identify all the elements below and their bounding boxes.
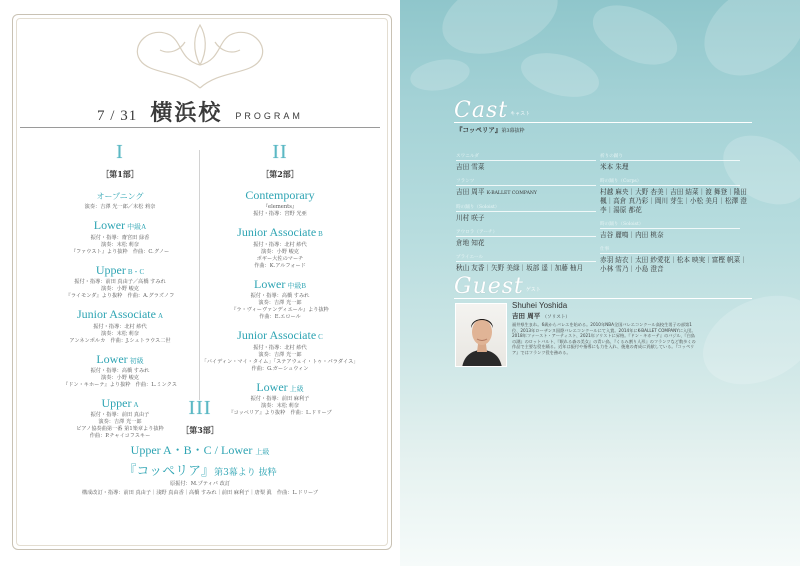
part2-label: ［ 第2部 ］ [259, 169, 301, 180]
act-credit: 作曲：P.チャイコフスキー [89, 433, 151, 440]
cast-kana: キャスト [510, 111, 531, 117]
cast-role: アウロラ（アーチ） [456, 229, 596, 237]
act-credit: 演奏：吉澤 光一郎 [98, 419, 142, 426]
cast-role: フランツ [456, 178, 596, 186]
act-credit: 演奏：吉澤 光一郎 [258, 351, 302, 358]
act-credit: 『ライモンダ』より抜粋 作曲：A.グラズノフ [65, 293, 175, 300]
cast-names: 赤羽 結衣｜太田 紗愛花｜松本 映実｜富樫 帆菜｜小林 雪乃｜小島 澄音 [600, 256, 747, 273]
petal-decoration [687, 0, 800, 94]
title-divider [20, 127, 380, 128]
cast-divider [454, 122, 752, 123]
cast-role: 時の踊り（Soloist） [456, 204, 596, 212]
act-credit: 振付・指導：北村 紗代 [253, 241, 307, 248]
part1-numeral: I [116, 141, 124, 163]
part2-column [200, 142, 360, 417]
cast-role: 仕事 [600, 246, 740, 254]
guest-photo [455, 303, 507, 367]
act-title: Lower 上級 [256, 379, 304, 394]
act-credit: 振付・指導：北村 紗代 [253, 344, 307, 351]
act-title: Lower 初級 [96, 351, 144, 366]
act-credit: 演奏：小野 峻克 [101, 374, 139, 381]
cast-names: 吉田 周平 K-BALLET COMPANY [456, 188, 537, 196]
part1-column [40, 142, 200, 440]
petal-decoration [408, 55, 472, 95]
act-credit: 演奏：末松 莉奈 [101, 330, 139, 337]
act-credit: 振付・指導：齋宮田 緑香 [90, 234, 150, 241]
act-credit: 作曲：E.エロール [259, 314, 301, 321]
guest-portrait-icon [456, 304, 507, 367]
act-title: Junior Associate C [237, 328, 323, 343]
act-credit: 振付・指導：前田 真由子／高橋 すみれ [74, 279, 166, 286]
act-credit: 振付・指導：前田 麻利子 [250, 395, 310, 402]
act-credit: 振付・指導：北村 紗代 [93, 323, 147, 330]
act-credit: 演奏：吉澤 光一郎 [258, 300, 302, 307]
guest-bio: 福井県生まれ。6歳からバレエを始める。2010年NBA全国バレエコンクール高校生男子の部第1位、2013年ローザンヌ国際バレエコンクールにて入賞。2014年にK-BALLET COMPANYに入団。2018年ファースト・アーティスト、2021年ソリストに昇格。『ドン・キホーテ』のバジル、『白鳥の湖』のロットバルト、『眠れる森の美女』の青い鳥、『くるみ割り人形』のフランツなど数多くの作品で主要な役を踊る。近年は振付や指導にも力を入れ、後進の育成に貢献している。『コッペリア』ではフランツ役を務める。 [512, 322, 696, 355]
cast-subtitle: 『コッペリア』第3幕抜粋 [456, 126, 525, 134]
act-credit: ピアノ協奏曲第一番 第1楽章より抜粋 [76, 426, 164, 433]
cast-names: 吉谷 麗鳴｜内田 桃奈 [600, 231, 664, 239]
part2-numeral: II [272, 141, 288, 163]
guest-title: Guest [454, 274, 524, 299]
act-credit: 振付・指導：前田 真由子 [90, 412, 150, 419]
guest-name-japanese: 吉田 周平 （ソリスト） [512, 312, 571, 320]
cast-column-right [600, 147, 750, 274]
act-credit: 振付・指導：高橋 すみれ [250, 293, 310, 300]
act-credit: 『ドン・キホーテ』より抜粋 作曲：L.ミンクス [63, 381, 177, 388]
act-title: Lower 中級A [93, 218, 147, 233]
cast-names: 村越 麻央｜大野 杏美｜吉田 結菜｜渡 舞登｜隆田 楓｜高倉 真乃彩｜岡川 芽生｜小松 美月｜松澤 澄李｜湯原 都花 [600, 188, 747, 214]
act-credit: ボギー大佐のマーチ [256, 255, 304, 262]
act-credit: 振付・指導：宮野 光亜 [253, 211, 307, 218]
cast-names: 秋山 友香｜矢野 美緑｜坂部 遥｜加藤 柚月 [456, 264, 584, 272]
act-title: Contemporary [245, 188, 315, 202]
petal-decoration [516, 45, 604, 104]
part3-label: ［ 第3部 ］ [179, 425, 221, 436]
cast-role: 時の踊り（Corps） [600, 178, 740, 186]
act-credit: 演奏：吉澤 光一郎／末松 莉奈 [84, 204, 156, 211]
act-credit: 「バイディン・マイ・タイム」「ステアウェイ・トゥ・パラダイス」 [201, 358, 359, 365]
part3-numeral: III [188, 397, 212, 419]
cast-names: 吉田 雪菜 [456, 163, 485, 171]
part1-label: ［ 第1部 ］ [99, 169, 141, 180]
program-label: PROGRAM [235, 110, 303, 121]
guest-heading [454, 274, 541, 299]
act-title: Upper B・C [95, 262, 145, 277]
act-title: Junior Associate A [76, 307, 164, 322]
act-credit: 演奏：小野 峻克 [261, 248, 299, 255]
act-credit: 演奏：小野 峻克 [101, 286, 139, 293]
guest-kana: ゲスト [525, 287, 541, 293]
act-credit: アンネンポルカ 作曲：J.シュトラウス二世 [69, 337, 171, 344]
petal-decoration [584, 0, 687, 77]
act-title: Junior Associate B [237, 225, 323, 240]
part3-subtitle: 『コッペリア』第3幕より 抜粋 [123, 464, 277, 479]
cast-names: 川村 咲子 [456, 214, 485, 222]
cast-role: 時の踊り（Soloist） [600, 221, 740, 229]
act-title: オープニング [96, 192, 144, 201]
petal-decoration [689, 278, 800, 401]
act-credit: 演奏：末松 莉奈 [101, 241, 139, 248]
part3-credit: 原振付：M.プティパ 改訂 [169, 481, 231, 487]
act-credit: 演奏：末松 莉奈 [261, 402, 299, 409]
part3-credit: 構成改訂・指導：前田 真由子｜浅野 真由香｜高橋 すみれ｜前田 麻利子｜唐梨 眞 作曲：L.ドリーブ [81, 490, 319, 496]
act-credit: 『elements』 [262, 204, 298, 211]
cast-heading [454, 98, 530, 123]
guest-name-english: Shuhei Yoshida [512, 301, 568, 310]
act-credit: 『ラ・ヴィーヴァンディエール』より抜粋 [231, 307, 329, 314]
act-credit: 作曲：K.アルフォード [254, 262, 306, 269]
cast-column-left [456, 147, 606, 273]
part3-title: Upper A・B・C / Lower 上級 [130, 443, 270, 457]
part3-section [80, 398, 320, 497]
cast-names: 米本 朱理 [600, 163, 629, 171]
cast-names: 倉地 知花 [456, 239, 485, 247]
school-name: 横浜校 [150, 100, 223, 126]
guest-divider [454, 298, 752, 299]
cast-page [400, 0, 800, 566]
event-date: 7 / 31 [97, 108, 138, 124]
act-title: Lower 中級B [254, 276, 306, 291]
cast-title: Cast [454, 98, 509, 123]
ornament-icon [120, 20, 280, 90]
act-credit: 『ファウスト』より抜粋 作曲：C.グノー [70, 248, 170, 255]
act-credit: 振付・指導：高橋 すみれ [90, 367, 150, 374]
program-title [0, 96, 400, 127]
cast-role: 祈りの踊り [600, 153, 740, 161]
act-title: Upper A [101, 395, 139, 410]
act-credit: 『コッペリア』より抜粋 作曲：L.ドリーブ [228, 409, 332, 416]
cast-role: スワニルダ [456, 153, 596, 161]
act-credit: 作曲：G.ガーシュウィン [251, 365, 309, 372]
cast-role: プライエール [456, 254, 596, 262]
